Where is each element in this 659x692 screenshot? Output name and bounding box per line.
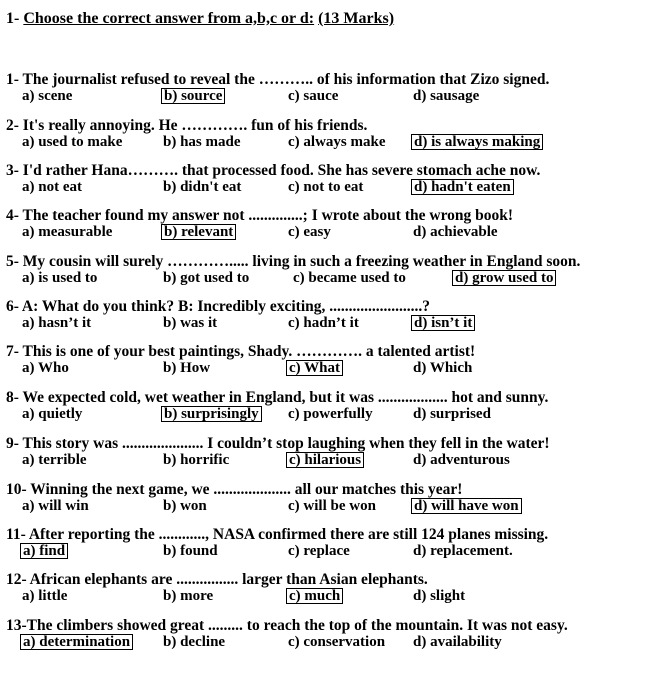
question-stem: 12- African elephants are ................ larger than Asian elephants. xyxy=(6,571,428,588)
answer-option-d[interactable]: d) achievable xyxy=(413,224,498,240)
question-stem: 9- This story was ..................... I couldn’t stop laughing when they fell in the water! xyxy=(6,435,550,452)
answer-options xyxy=(6,406,654,423)
answer-option-b[interactable]: b) found xyxy=(163,543,218,559)
answer-option-c[interactable]: c) not to eat xyxy=(288,179,364,195)
answer-option-b[interactable]: b) didn't eat xyxy=(163,179,242,195)
answer-option-a-selected[interactable]: a) find xyxy=(20,543,68,559)
answer-options xyxy=(6,360,654,377)
question-stem: 3- I'd rather Hana………. that processed food. She has severe stomach ache now. xyxy=(6,162,541,179)
answer-option-b[interactable]: b) was it xyxy=(163,315,218,331)
answer-options xyxy=(6,634,654,651)
question-4 xyxy=(6,208,654,241)
answer-option-c[interactable]: c) replace xyxy=(288,543,350,559)
answer-option-b[interactable]: b) How xyxy=(163,360,211,376)
question-13 xyxy=(6,618,654,651)
answer-option-c-selected[interactable]: c) What xyxy=(286,360,343,376)
question-1 xyxy=(6,72,654,105)
answer-options xyxy=(6,224,654,241)
question-stem: 4- The teacher found my answer not ..............; I wrote about the wrong book! xyxy=(6,207,514,224)
answer-option-c[interactable]: c) hadn’t it xyxy=(288,315,359,331)
question-stem: 11- After reporting the ............, NASA confirmed there are still 124 planes missing. xyxy=(6,526,549,543)
answer-options xyxy=(6,588,654,605)
answer-option-b[interactable]: b) won xyxy=(163,498,207,514)
question-8 xyxy=(6,390,654,423)
question-11 xyxy=(6,527,654,560)
question-stem: 1- The journalist refused to reveal the ……….. of his information that Zizo signed. xyxy=(6,71,550,88)
answer-options xyxy=(6,315,654,332)
answer-option-d[interactable]: d) slight xyxy=(413,588,466,604)
answer-option-b-selected[interactable]: b) source xyxy=(161,88,225,104)
question-2 xyxy=(6,118,654,151)
answer-option-b-selected[interactable]: b) surprisingly xyxy=(161,406,262,422)
answer-option-d-selected[interactable]: d) isn’t it xyxy=(411,315,475,331)
answer-option-d[interactable]: d) Which xyxy=(413,360,473,376)
answer-option-d-selected[interactable]: d) will have won xyxy=(411,498,522,514)
question-stem: 6- A: What do you think? B: Incredibly exciting, ........................? xyxy=(6,298,431,315)
answer-option-c[interactable]: c) became used to xyxy=(293,270,406,286)
answer-option-a[interactable]: a) not eat xyxy=(22,179,82,195)
exercise-heading xyxy=(6,10,394,28)
heading-instruction: Choose the correct answer from a,b,c or d: xyxy=(23,10,315,27)
answer-option-d-selected[interactable]: d) is always making xyxy=(411,134,543,150)
answer-options xyxy=(6,498,654,515)
answer-option-d[interactable]: d) sausage xyxy=(413,88,480,104)
answer-option-a[interactable]: a) scene xyxy=(22,88,73,104)
question-5 xyxy=(6,254,654,287)
answer-option-b[interactable]: b) has made xyxy=(163,134,241,150)
answer-option-b[interactable]: b) horrific xyxy=(163,452,230,468)
answer-options xyxy=(6,270,654,287)
answer-option-d[interactable]: d) adventurous xyxy=(413,452,510,468)
answer-option-c[interactable]: c) will be won xyxy=(288,498,376,514)
answer-option-d-selected[interactable]: d) grow used to xyxy=(452,270,556,286)
answer-option-b[interactable]: b) got used to xyxy=(163,270,250,286)
answer-options xyxy=(6,543,654,560)
answer-option-c[interactable]: c) easy xyxy=(288,224,331,240)
answer-option-a-selected[interactable]: a) determination xyxy=(20,634,133,650)
answer-option-c-selected[interactable]: c) much xyxy=(286,588,343,604)
answer-option-a[interactable]: a) is used to xyxy=(22,270,98,286)
answer-option-a[interactable]: a) quietly xyxy=(22,406,83,422)
answer-option-d-selected[interactable]: d) hadn't eaten xyxy=(411,179,514,195)
question-9 xyxy=(6,436,654,469)
answer-option-d[interactable]: d) availability xyxy=(413,634,502,650)
question-stem: 2- It's really annoying. He …………. fun of his friends. xyxy=(6,117,368,134)
answer-option-c[interactable]: c) always make xyxy=(288,134,386,150)
question-stem: 10- Winning the next game, we .................... all our matches this year! xyxy=(6,481,463,498)
question-stem: 5- My cousin will surely …………..... living in such a freezing weather in England soon. xyxy=(6,253,581,270)
question-3 xyxy=(6,163,654,196)
answer-option-c[interactable]: c) powerfully xyxy=(288,406,373,422)
answer-option-a[interactable]: a) little xyxy=(22,588,68,604)
heading-number: 1- xyxy=(6,10,20,27)
question-7 xyxy=(6,344,654,377)
heading-marks: (13 Marks) xyxy=(318,10,395,27)
answer-option-c[interactable]: c) conservation xyxy=(288,634,386,650)
answer-options xyxy=(6,88,654,105)
answer-option-d[interactable]: d) replacement. xyxy=(413,543,513,559)
answer-option-c[interactable]: c) sauce xyxy=(288,88,339,104)
answer-option-a[interactable]: a) terrible xyxy=(22,452,87,468)
question-stem: 7- This is one of your best paintings, Shady. …………. a talented artist! xyxy=(6,343,476,360)
answer-option-a[interactable]: a) measurable xyxy=(22,224,113,240)
answer-option-c-selected[interactable]: c) hilarious xyxy=(286,452,364,468)
answer-options xyxy=(6,179,654,196)
question-stem: 13-The climbers showed great ......... to reach the top of the mountain. It was not easy. xyxy=(6,617,568,634)
answer-options xyxy=(6,134,654,151)
question-stem: 8- We expected cold, wet weather in England, but it was .................. hot and sunny. xyxy=(6,389,549,406)
answer-options xyxy=(6,452,654,469)
answer-option-b-selected[interactable]: b) relevant xyxy=(161,224,236,240)
answer-option-b[interactable]: b) more xyxy=(163,588,214,604)
answer-option-a[interactable]: a) Who xyxy=(22,360,69,376)
answer-option-a[interactable]: a) hasn’t it xyxy=(22,315,92,331)
question-6 xyxy=(6,299,654,332)
question-10 xyxy=(6,482,654,515)
answer-option-d[interactable]: d) surprised xyxy=(413,406,491,422)
answer-option-a[interactable]: a) will win xyxy=(22,498,89,514)
answer-option-b[interactable]: b) decline xyxy=(163,634,226,650)
question-12 xyxy=(6,572,654,605)
answer-option-a[interactable]: a) used to make xyxy=(22,134,123,150)
